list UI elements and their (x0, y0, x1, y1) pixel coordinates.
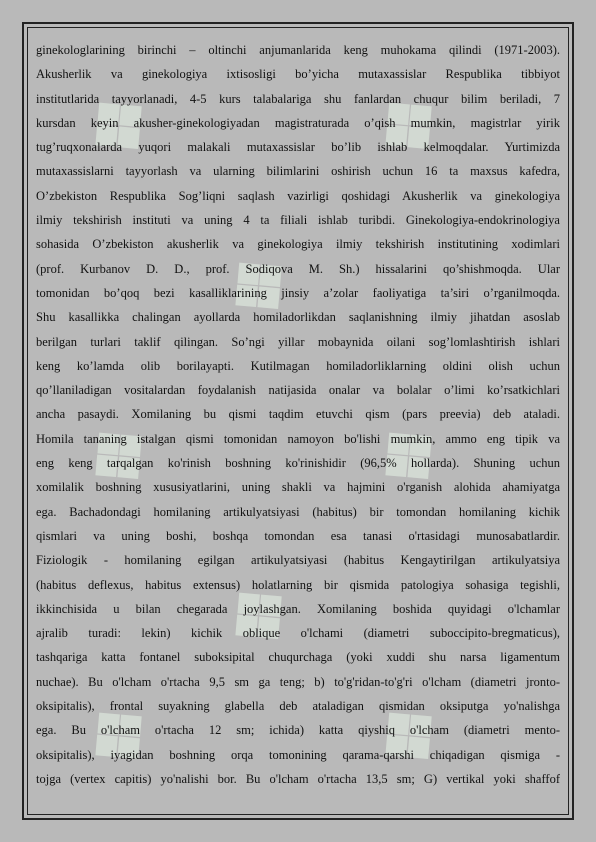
text-line: (habitus deflexus, habitus extensus) holatlarning bir qismida patologiya sohasiga tegishli, (36, 577, 560, 592)
text-line: qismlari va uning boshi, boshqa tomondan esa tanasi o'rtasidagi munosabatlardir. (36, 528, 560, 543)
text-line: ajralib turadi: lekin) kichik oblique o'lchami (diametri suboccipito-bregmaticus), (36, 626, 560, 641)
text-line: tomonidan bo’qoq bezi kasalliklarining jinsiy a’zolar faoliyatiga ta’siri o’rganilmoqda. (36, 285, 560, 300)
watermark-glyph: ❖ (204, 230, 315, 344)
text-line: eng keng tarqalgan ko'rinish boshning ko'rinishidir (96,5% hollarda). Shuning uchun (36, 456, 560, 471)
text-line: ega. Bu o'lcham o'rtacha 12 sm; ichida) katta qiyshiq o'lcham (diametri mento- (36, 723, 560, 738)
watermark-glyph: ❖ (64, 70, 175, 184)
watermark-glyph: ❖ (64, 400, 175, 514)
text-line: nuchae). Bu o'lcham o'rtacha 9,5 sm ga teng; b) to'g'ridan-to'g'ri o'lcham (diametri jronto- (36, 674, 560, 689)
text-line: sohasida O’zbekiston akusherlik va ginekologiya ilmiy tekshirish institutining xodimlari (36, 237, 560, 252)
text-line: xomilalik boshning xususiyatlarini, uning shakli va hajmini o'rganish alohida ahamiyatga (36, 480, 560, 495)
text-line: ikkinchisida u bilan chegarada joylashgan. Xomilaning boshida quyidagi o'lchamlar (36, 601, 560, 616)
watermark-glyph: ❖ (204, 560, 315, 674)
text-line: tashqariga katta fontanel suboksipital chuqurchaga (yoki xuddi shu narsa ligamentum (36, 650, 560, 665)
text-line: qo’llaniladigan vositalardan foydalanish natijasida onalar va bolalar o’limi ko’rsatkichlari (36, 383, 560, 398)
text-line: tojga (vertex capitis) yo'nalishi bor. Bu o'lcham o'rtacha 13,5 sm; G) vertikal yoki shaffof (36, 771, 560, 786)
text-line: ega. Bachadondagi homilaning artikulyatsiyasi (habitus) bir tomondan homilaning kichik (36, 504, 560, 519)
text-line: mutaxassislarni tayyorlash va ularning bilimlarini oshirish uchun 16 ta maxsus kafedra, (36, 164, 560, 179)
text-line: ilmiy tekshirish instituti va uning 4 ta filiali ishlab turibdi. Ginekologiya-endokrinologiya (36, 213, 560, 228)
text-line: Fiziologik - homilaning egilgan artikulyatsiyasi (habitus Kengaytirilgan artikulyatsiya (36, 553, 560, 568)
watermark-glyph: ❖ (354, 680, 465, 794)
text-line: oksipitalis), iyagidan boshning orqa tomonining qarama-qarshi chiqadigan qismiga - (36, 747, 560, 762)
text-line: oksipitalis), frontal suyakning glabella deb ataladigan qismidan oksiputga yo'nalishga (36, 699, 560, 714)
text-line: O’zbekiston Respublika Sog’liqni saqlash vazirligi qoshidagi Akusherlik va ginekologiya (36, 188, 560, 203)
watermark-glyph: ❖ (354, 400, 465, 514)
text-line: (prof. Kurbanov D. D., prof. Sodiqova M. Sh.) hissalarini qo’shishmoqda. Ular (36, 261, 560, 276)
watermark-glyph: ❖ (64, 680, 175, 794)
text-line: Shu kasallikka chalingan ayollarda homiladorlikdan saqlanishning ilmiy jihatdan asoslab (36, 310, 560, 325)
text-line: institutlarida tayyorlanadi, 4-5 kurs talabalariga shu fanlardan chuqur bilim beriladi, 7 (36, 91, 560, 106)
text-line: ginekologlarining birinchi – oltinchi anjumanlarida keng muhokama qilindi (1971-2003). (36, 43, 560, 57)
text-line: Homila tananing istalgan qismi tomonidan namoyon bo'lishi mumkin, ammo eng tipik va (36, 431, 560, 446)
text-line: tug’ruqxonalarda yuqori malakali mutaxassislar bo’lib ishlab kelmoqdalar. Yurtimizda (36, 140, 560, 155)
text-line: berilgan turlari taklif qilingan. So’ngi yillar mobaynida oilani sog’lomlashtirish ishlari (36, 334, 560, 349)
text-line: ancha pasaydi. Xomilaning bu qismi taqdim etuvchi qism (pars preevia) deb ataladi. (36, 407, 560, 422)
text-line: kursdan keyin akusher-ginekologiyadan magistraturada o’qish mumkin, magistrlar yirik (36, 115, 560, 130)
watermark-glyph: ❖ (354, 70, 465, 184)
text-line: keng ko’lamda olib borilayapti. Kutilmagan homiladorliklarning oldini olish uchun (36, 358, 560, 373)
document-body (36, 38, 560, 794)
text-line: Akusherlik va ginekologiya ixtisosligi bo’yicha mutaxassislar Respublika tibbiyot (36, 67, 560, 82)
